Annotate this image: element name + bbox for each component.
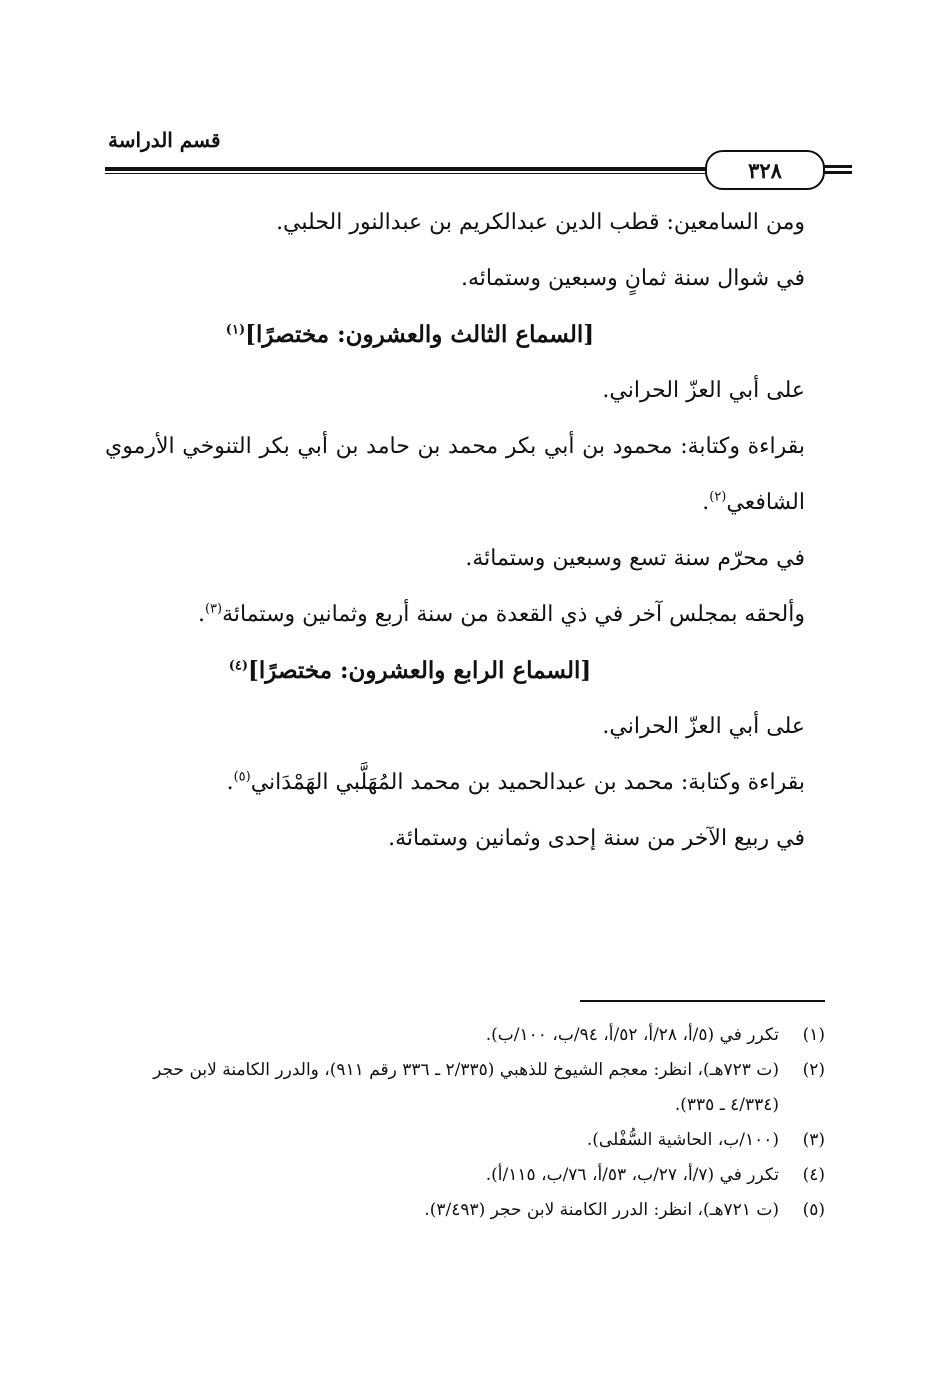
footnote-number: (٣) bbox=[802, 1130, 825, 1150]
footnotes bbox=[105, 1018, 825, 1228]
header-rule-thin bbox=[105, 173, 705, 174]
punctuation: . bbox=[197, 602, 205, 627]
footnote-item bbox=[105, 1123, 825, 1158]
session-text: وألحقه بمجلس آخر في ذي القعدة من سنة أربع وثمانين وستمائة bbox=[222, 602, 805, 627]
header-rule-right-lower bbox=[822, 171, 852, 174]
paragraph-date-2: في محرّم سنة تسع وسبعين وستمائة. bbox=[465, 546, 805, 571]
reader-text: بقراءة وكتابة: محمود بن أبي بكر محمد بن حامد بن أبي بكر التنوخي الأرموي الشافعي bbox=[105, 434, 805, 515]
running-head: قسم الدراسة bbox=[108, 128, 221, 152]
paragraph-date-3: في ربيع الآخر من سنة إحدى وثمانين وستمائة. bbox=[388, 826, 805, 851]
footnote-text: تكرر في (٥/أ، ٢٨/أ، ٥٢/أ، ٩٤/ب، ١٠٠/ب). bbox=[485, 1025, 779, 1045]
footnote-ref: (٢) bbox=[709, 489, 727, 505]
paragraph-reader-1 bbox=[105, 419, 805, 531]
footnote-number: (٢) bbox=[802, 1060, 825, 1080]
footnote-number: (١) bbox=[802, 1025, 825, 1045]
punctuation: . bbox=[702, 490, 710, 515]
footnote-ref: (٣) bbox=[204, 601, 223, 617]
footnote-item bbox=[105, 1053, 825, 1123]
footnote-text: (ت ٧٢٣هـ)، انظر: معجم الشيوخ للذهبي (٢/٣٣٥ ـ ٣٣٦ رقم ٩١١)، والدرر الكامنة لابن حجر (٤/٣٣٤ ـ ٣٣٥). bbox=[153, 1060, 779, 1115]
paragraph-reader-2 bbox=[105, 755, 805, 811]
paragraph-date-1: في شوال سنة ثمانٍ وسبعين وستمائه. bbox=[460, 266, 805, 291]
footnote-text: تكرر في (٧/أ، ٢٧/ب، ٥٣/أ، ٧٦/ب، ١١٥/أ). bbox=[485, 1165, 779, 1185]
reader-text: بقراءة وكتابة: محمد بن عبدالحميد بن محمد المُهَلَّبي الهَمْدَاني bbox=[250, 770, 805, 795]
footnote-item bbox=[105, 1158, 825, 1193]
header-rule bbox=[105, 167, 705, 171]
paragraph-teacher-1: على أبي العزّ الحراني. bbox=[602, 378, 805, 403]
page-number-text: ٣٢٨ bbox=[748, 157, 782, 183]
heading-text: [السماع الثالث والعشرون: مختصرًا] bbox=[245, 321, 595, 348]
section-heading-24 bbox=[105, 643, 805, 699]
footnote-number: (٤) bbox=[802, 1165, 825, 1185]
footnote-ref: (١) bbox=[225, 322, 246, 338]
heading-text: [السماع الرابع والعشرون: مختصرًا] bbox=[248, 657, 592, 684]
footnote-number: (٥) bbox=[802, 1200, 825, 1220]
footnote-text: (١٠٠/ب، الحاشية السُّفْلى). bbox=[586, 1130, 779, 1150]
page-number bbox=[705, 150, 825, 190]
footnote-separator bbox=[580, 1000, 825, 1002]
section-heading-23 bbox=[105, 307, 805, 363]
main-text bbox=[105, 195, 805, 867]
footnote-item bbox=[105, 1193, 825, 1228]
footnote-ref: (٥) bbox=[233, 769, 251, 785]
paragraph-teacher-2: على أبي العزّ الحراني. bbox=[602, 714, 805, 739]
punctuation: . bbox=[226, 770, 234, 795]
paragraph-listeners: ومن السامعين: قطب الدين عبدالكريم بن عبدالنور الحلبي. bbox=[276, 210, 805, 235]
paragraph-session bbox=[105, 587, 805, 643]
footnote-text: (ت ٧٢١هـ)، انظر: الدرر الكامنة لابن حجر (٣/٤٩٣). bbox=[424, 1200, 779, 1220]
footnote-item bbox=[105, 1018, 825, 1053]
footnote-ref: (٤) bbox=[228, 658, 248, 674]
header-rule-right bbox=[822, 165, 852, 168]
